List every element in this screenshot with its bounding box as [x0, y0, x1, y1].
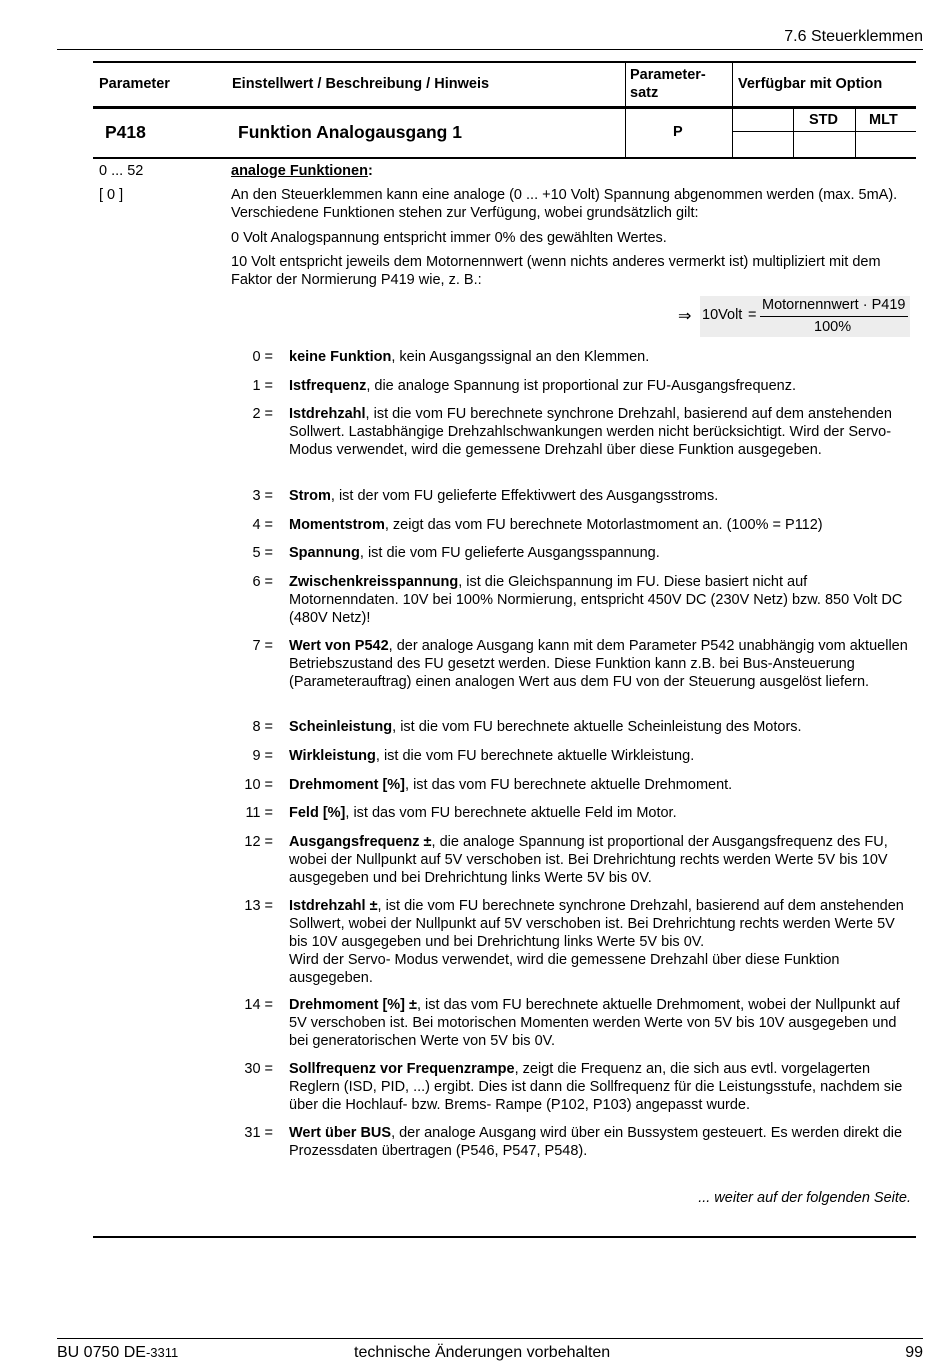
- param-set: P: [673, 124, 683, 140]
- item-text: , ist die vom FU gelieferte Ausgangsspannung.: [359, 545, 660, 561]
- item-title: Drehmoment [%] ±: [289, 997, 417, 1013]
- table-top-rule: [93, 61, 916, 63]
- ten-volt-paragraph: 10 Volt entspricht jeweils dem Motornennwert (wenn nichts anderes vermerkt ist) multipliziert mit dem Faktor der Normierung P419 wie, z. B.:: [231, 254, 881, 288]
- item-text: , ist der vom FU gelieferte Effektivwert des Ausgangsstroms.: [330, 488, 719, 504]
- item-title: Feld [%]: [289, 805, 346, 821]
- col-parameter: Parameter: [99, 76, 170, 92]
- item-number: 11 =: [245, 805, 273, 821]
- col-option: Verfügbar mit Option: [738, 76, 883, 92]
- item-number: 7 =: [252, 638, 273, 654]
- option-std: STD: [809, 112, 838, 128]
- formula-lhs: 10Volt: [702, 307, 743, 323]
- item-text: , die analoge Spannung ist proportional der Ausgangsfrequenz des FU, wobei der Nullpunkt auf 5V verschoben ist. Bei Drehrichtung rechts werden Werte 5V bis 10V ausgegeben und bei Drehrichtung links Werte 5V bis 0V.: [289, 834, 888, 886]
- doc-suffix: -3311: [145, 1345, 179, 1360]
- item-number: 31 =: [244, 1125, 273, 1141]
- item-number: 9 =: [252, 748, 273, 764]
- item-title: Ausgangsfrequenz ±: [289, 834, 432, 850]
- col-paramset: Parameter-: [630, 67, 706, 83]
- item-title: Sollfrequenz vor Frequenzrampe: [289, 1061, 515, 1077]
- item-title: Istdrehzahl: [289, 406, 366, 422]
- header-rule: [57, 49, 923, 50]
- item-text: , der analoge Ausgang wird über ein Bussystem gesteuert. Es werden direkt die Prozessdaten übertragen (P546, P547, P548).: [289, 1125, 903, 1159]
- table-divider: [793, 109, 794, 158]
- item-number: 13 =: [244, 898, 273, 914]
- item-text: , ist die vom FU berechnete aktuelle Scheinleistung des Motors.: [392, 719, 802, 735]
- option-mlt: MLT: [869, 112, 898, 128]
- item-title: Wirkleistung: [289, 748, 376, 764]
- formula-box: [678, 296, 910, 337]
- fraction-bar: [760, 316, 908, 317]
- item-text: , ist die vom FU berechnete synchrone Drehzahl, basierend auf dem anstehenden Sollwert. Lastabhängige Drehzahlschwankungen werden nicht berücksichtigt. Wird der Servo-Modus verwendet, wird die gemessene Drehzahl über diese Funktion ausgegeben.: [289, 406, 892, 458]
- implies-arrow: ⇒: [678, 308, 692, 325]
- item-text: , ist die vom FU berechnete aktuelle Wirkleistung.: [375, 748, 695, 764]
- col-paramset-2: satz: [630, 85, 659, 101]
- item-text: , zeigt das vom FU berechnete Motorlastmoment an. (100% = P112): [384, 517, 823, 533]
- zero-volt-paragraph: 0 Volt Analogspannung entspricht immer 0% des gewählten Wertes.: [231, 230, 667, 246]
- col-setting: Einstellwert / Beschreibung / Hinweis: [232, 76, 490, 92]
- table-divider: [855, 109, 856, 158]
- formula-equals: =: [748, 307, 757, 323]
- item-number: 0 =: [252, 349, 273, 365]
- intro-paragraph: An den Steuerklemmen kann eine analoge (0 ... +10 Volt) Spannung abgenommen werden (max. 5mA). Verschiedene Funktionen stehen zur Verfügung, wobei grundsätzlich gilt:: [231, 187, 898, 221]
- item-title: Momentstrom: [289, 517, 385, 533]
- value-range: 0 ... 52: [99, 163, 144, 179]
- item-number: 4 =: [252, 517, 273, 533]
- item-number: 5 =: [252, 545, 273, 561]
- item-number: 14 =: [244, 997, 273, 1013]
- section-header: 7.6 Steuerklemmen: [784, 28, 923, 45]
- item-title: Zwischenkreisspannung: [289, 574, 459, 590]
- item-number: 2 =: [252, 406, 273, 422]
- item-title: Istdrehzahl ±: [289, 898, 378, 914]
- item-title: Wert von P542: [289, 638, 389, 654]
- parameter-table: [93, 61, 916, 158]
- item-extra-text: Wird der Servo- Modus verwendet, wird die gemessene Drehzahl über diese Funktion ausgegeben.: [289, 952, 840, 986]
- param-name: Funktion Analogausgang 1: [238, 122, 462, 142]
- table-divider: [625, 61, 626, 158]
- param-id: P418: [105, 122, 146, 142]
- item-text: , der analoge Ausgang kann mit dem Parameter P542 unabhängig vom aktuellen Betriebszustand des FU gesetzt werden. Diese Funktion kann z.B. bei Bus-Ansteuerung (Parameterauftrag) einen analogen Wert aus dem FU von der Steuerung ausgelöst liefern.: [289, 638, 908, 690]
- default-value: [ 0 ]: [99, 187, 124, 203]
- formula-numerator: Motornennwert · P419: [762, 297, 906, 313]
- page-number: 99: [905, 1344, 923, 1361]
- item-number: 6 =: [252, 574, 273, 590]
- item-text: , zeigt die Frequenz an, die sich aus evtl. vorgelagerten Reglern (ISD, PID, ...) ergibt. Dies ist dann die Sollfrequenz für die Leistungsstufe, nachdem sie über die Hochlauf- bzw. Brems- Rampe (P102, P103) angepasst wurde.: [289, 1061, 903, 1113]
- option-row-rule: [733, 131, 916, 132]
- item-text: , ist das vom FU berechnete aktuelle Drehmoment, wobei der Nullpunkt auf 5V verschoben ist. Bei motorischen Momenten werden Werte von 5V bis 10V ausgegeben und bei generatorischen Werte von 5V bis 0V.: [289, 997, 900, 1049]
- item-title: Wert über BUS: [289, 1125, 392, 1141]
- item-number: 10 =: [244, 777, 273, 793]
- footer-doc: [57, 1344, 178, 1362]
- heading-text: analoge Funktionen: [231, 163, 368, 179]
- content-end-rule: [93, 1236, 916, 1238]
- footer-notice: technische Änderungen vorbehalten: [354, 1344, 611, 1361]
- item-text: , ist das vom FU berechnete aktuelle Feld im Motor.: [345, 805, 677, 821]
- item-text: , ist die Gleichspannung im FU. Diese basiert nicht auf Motornenndaten. 10V bei 100% Normierung, entspricht 450V DC (230V Netz) bzw. 850 Volt DC (480V Netz)!: [289, 574, 903, 626]
- item-title: Strom: [289, 488, 331, 504]
- item-number: 12 =: [244, 834, 273, 850]
- item-text: , die analoge Spannung ist proportional zur FU-Ausgangsfrequenz.: [366, 378, 796, 394]
- item-text: , ist die vom FU berechnete synchrone Drehzahl, basierend auf dem anstehenden Sollwert, wobei der Nullpunkt auf 5V verschoben ist. Bei Drehrichtung rechts werden Werte 5V bis 10V ausgegeben und bei Drehrichtung links Werte 5V bis 0V.: [289, 898, 904, 950]
- formula-denominator: 100%: [814, 319, 852, 335]
- heading-colon: :: [367, 163, 373, 179]
- item-number: 8 =: [252, 719, 273, 735]
- item-title: Istfrequenz: [289, 378, 367, 394]
- item-title: Drehmoment [%]: [289, 777, 406, 793]
- section-heading: [231, 162, 911, 180]
- item-text: , ist das vom FU berechnete aktuelle Drehmoment.: [405, 777, 733, 793]
- item-number: 3 =: [252, 488, 273, 504]
- table-divider: [732, 61, 733, 158]
- item-title: Spannung: [289, 545, 360, 561]
- doc-number: BU 0750 DE: [57, 1344, 146, 1361]
- item-title: Scheinleistung: [289, 719, 393, 735]
- footer-rule: [57, 1338, 923, 1339]
- item-title: keine Funktion: [289, 349, 392, 365]
- item-number: 30 =: [244, 1061, 273, 1077]
- continued-note: ... weiter auf der folgenden Seite.: [698, 1190, 911, 1206]
- item-text: , kein Ausgangssignal an den Klemmen.: [391, 349, 650, 365]
- item-number: 1 =: [252, 378, 273, 394]
